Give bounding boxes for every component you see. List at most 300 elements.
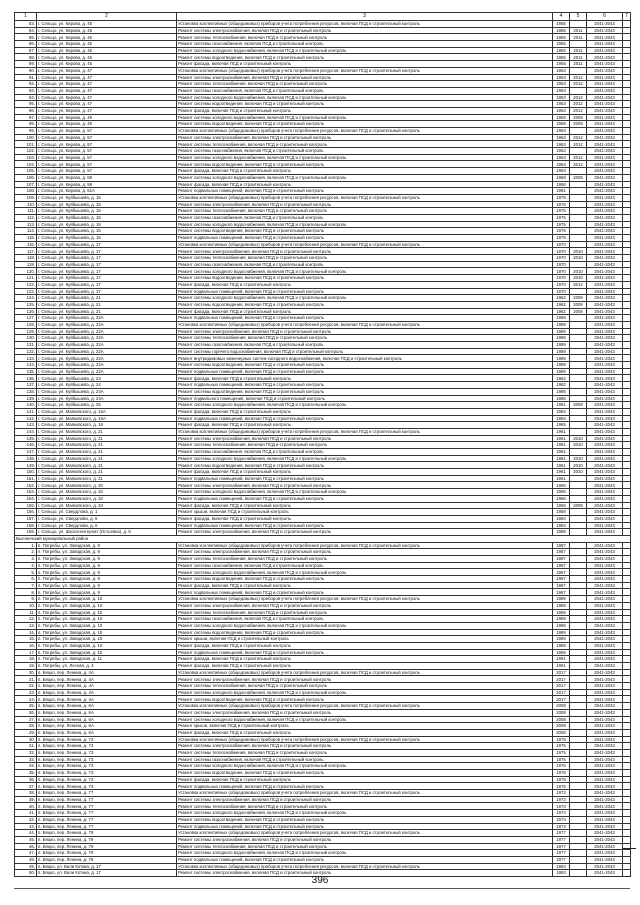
- cell-planned-period: 2041-2043: [587, 642, 623, 649]
- cell-note: [623, 148, 631, 155]
- table-row: [15, 382, 631, 389]
- cell-planned-period: 2041-2043: [587, 41, 623, 48]
- cell-row-number: 143.: [15, 422, 37, 429]
- cell-year-built: 1963: [553, 161, 570, 168]
- cell-work-type: Установка коллективных (общедомовых) приборов учета потребления ресурсов, включая ПСД и строительный контроль: [177, 669, 553, 676]
- cell-planned-period: 2041-2043: [587, 134, 623, 141]
- cell-row-number: 93.: [15, 87, 37, 94]
- cell-note: [623, 388, 631, 395]
- cell-year-built: 1975: [553, 208, 570, 215]
- cell-last-repair-year: [570, 342, 587, 349]
- table-row: [15, 235, 631, 242]
- cell-row-number: 39.: [15, 796, 37, 803]
- cell-planned-period: 2041-2043: [587, 435, 623, 442]
- cell-address: г. Сельцо, ул. Куйбышева, д. 24А: [37, 388, 177, 395]
- cell-address: г. Сельцо, ул. Маяковского, д. 21: [37, 475, 177, 482]
- cell-note: [623, 736, 631, 743]
- cell-address: г. Сельцо, ул. Кирова, д. 47: [37, 67, 177, 74]
- cell-last-repair-year: [570, 201, 587, 208]
- cell-year-built: 2017: [553, 669, 570, 676]
- cell-planned-period: 2041-2043: [587, 770, 623, 777]
- cell-work-type: Ремонт фасада, включая ПСД и строительный контроль: [177, 776, 553, 783]
- cell-work-type: Ремонт системы теплоснабжения, включая ПСД и строительный контроль: [177, 442, 553, 449]
- cell-address: г. Сельцо, ул. Куйбышева, д. 17: [37, 261, 177, 268]
- cell-last-repair-year: 2008: [570, 402, 587, 409]
- cell-address: п. Погребы, ул. Заводская, д. 10: [37, 629, 177, 636]
- table-row: [15, 114, 631, 121]
- page-number: 396: [311, 875, 329, 886]
- cell-row-number: 3.: [15, 556, 37, 563]
- cell-note: [623, 87, 631, 94]
- cell-year-built: 1987: [553, 542, 570, 549]
- cell-row-number: 11.: [15, 609, 37, 616]
- cell-work-type: Ремонт фасада, включая ПСД и строительный контроль: [177, 422, 553, 429]
- table-row: [15, 816, 631, 823]
- table-row: [15, 723, 631, 730]
- cell-row-number: 146.: [15, 442, 37, 449]
- cell-work-type: Ремонт подвального помещения, включая ПСД и строительный контроль: [177, 395, 553, 402]
- table-row: [15, 683, 631, 690]
- cell-address: г. Сельцо, ул. Куйбышева, д. 15: [37, 228, 177, 235]
- cell-planned-period: 2041-2043: [587, 729, 623, 736]
- cell-year-built: 1989: [553, 649, 570, 656]
- cell-work-type: Ремонт системы холодного водоснабжения, включая ПСД и строительный контроль: [177, 716, 553, 723]
- cell-year-built: 1955: [553, 34, 570, 41]
- cell-note: [623, 107, 631, 114]
- cell-last-repair-year: [570, 41, 587, 48]
- cell-address: п. Погребы, ул. Заводская, д. 11: [37, 656, 177, 663]
- cell-last-repair-year: [570, 582, 587, 589]
- cell-year-built: 1987: [553, 576, 570, 583]
- cell-work-type: Ремонт фасада, включая ПСД и строительный контроль: [177, 281, 553, 288]
- table-row: [15, 489, 631, 496]
- cell-row-number: 14.: [15, 629, 37, 636]
- cell-planned-period: 2041-2043: [587, 94, 623, 101]
- cell-row-number: 149.: [15, 462, 37, 469]
- cell-work-type: Ремонт фасада, включая ПСД и строительный контроль: [177, 408, 553, 415]
- cell-work-type: Ремонт системы теплоснабжения, включая ПСД и строительный контроль: [177, 255, 553, 262]
- cell-row-number: 19.: [15, 663, 37, 670]
- cell-note: [623, 241, 631, 248]
- cell-planned-period: 2041-2043: [587, 776, 623, 783]
- cell-note: [623, 288, 631, 295]
- cell-year-built: 1961: [553, 455, 570, 462]
- cell-last-repair-year: [570, 522, 587, 529]
- cell-last-repair-year: [570, 763, 587, 770]
- cell-address: г. Сельцо, ул. Кирова, д. 49: [37, 114, 177, 121]
- cell-work-type: Ремонт системы водоотведения, включая ПСД и строительный контроль: [177, 576, 553, 583]
- cell-address: г. Сельцо, ул. Свердлова, д. 6: [37, 515, 177, 522]
- cell-year-built: 1989: [553, 321, 570, 328]
- cell-planned-period: 2041-2043: [587, 214, 623, 221]
- cell-address: г. Сельцо, ул. Кирова, д. 45: [37, 47, 177, 54]
- cell-planned-period: 2041-2043: [587, 622, 623, 629]
- cell-planned-period: 2041-2043: [587, 509, 623, 516]
- table-row: [15, 228, 631, 235]
- cell-row-number: 102.: [15, 148, 37, 155]
- cell-work-type: Установка коллективных (общедомовых) приборов учета потребления ресурсов, включая ПСД и строительный контроль: [177, 321, 553, 328]
- cell-note: [623, 275, 631, 282]
- cell-row-number: 123.: [15, 288, 37, 295]
- cell-row-number: 148.: [15, 455, 37, 462]
- cell-last-repair-year: [570, 783, 587, 790]
- cell-note: [623, 495, 631, 502]
- table-row: [15, 128, 631, 135]
- cell-last-repair-year: [570, 736, 587, 743]
- cell-last-repair-year: [570, 656, 587, 663]
- cell-note: [623, 663, 631, 670]
- table-row: [15, 208, 631, 215]
- cell-address: г. Сельцо, ул. Куйбышева, д. 22А: [37, 342, 177, 349]
- cell-work-type: Ремонт системы электроснабжения, включая ПСД и строительный контроль: [177, 435, 553, 442]
- cell-note: [623, 194, 631, 201]
- cell-year-built: 1975: [553, 235, 570, 242]
- cell-work-type: Ремонт подвальных помещений, включая ПСД и строительный контроль: [177, 288, 553, 295]
- table-row: [15, 576, 631, 583]
- cell-last-repair-year: 2010: [570, 455, 587, 462]
- cell-last-repair-year: 2012: [570, 154, 587, 161]
- table-row: [15, 850, 631, 857]
- cell-last-repair-year: [570, 596, 587, 603]
- cell-planned-period: 2041-2043: [587, 228, 623, 235]
- cell-row-number: 35.: [15, 770, 37, 777]
- cell-address: г. Сельцо, ул. Кирова, д. 57: [37, 134, 177, 141]
- cell-row-number: 34.: [15, 763, 37, 770]
- cell-year-built: 1987: [553, 569, 570, 576]
- cell-address: п. Бяцко, пер. Ленина, д. 77: [37, 803, 177, 810]
- cell-year-built: 1961: [553, 475, 570, 482]
- cell-row-number: 18.: [15, 656, 37, 663]
- table-row: [15, 549, 631, 556]
- cell-address: г. Сельцо, ул. Кирова, д. 47: [37, 87, 177, 94]
- cell-year-built: 1963: [553, 128, 570, 135]
- cell-work-type: Ремонт системы электроснабжения, включая ПСД и строительный контроль: [177, 602, 553, 609]
- cell-note: [623, 281, 631, 288]
- cell-year-built: 1963: [553, 168, 570, 175]
- cell-last-repair-year: 2010: [570, 435, 587, 442]
- cell-year-built: 1958: [553, 121, 570, 128]
- table-row: [15, 221, 631, 228]
- cell-year-built: 1975: [553, 770, 570, 777]
- cell-last-repair-year: 2012: [570, 281, 587, 288]
- cell-last-repair-year: [570, 475, 587, 482]
- cell-last-repair-year: [570, 696, 587, 703]
- cell-row-number: 15.: [15, 636, 37, 643]
- cell-note: [623, 723, 631, 730]
- cell-address: г. Сельцо, ул. Куйбышева, д. 21: [37, 308, 177, 315]
- cell-address: г. Сельцо, ул. Маяковского, д. 21: [37, 455, 177, 462]
- cell-year-built: 1953: [553, 107, 570, 114]
- cell-year-built: 1989: [553, 355, 570, 362]
- cell-planned-period: 2041-2043: [587, 696, 623, 703]
- table-row: [15, 796, 631, 803]
- cell-address: п. Бяцко, пер. Ленина, д. 79: [37, 836, 177, 843]
- cell-last-repair-year: [570, 181, 587, 188]
- cell-note: [623, 475, 631, 482]
- cell-planned-period: 2041-2043: [587, 462, 623, 469]
- table-row: [15, 475, 631, 482]
- table-row: [15, 214, 631, 221]
- cell-row-number: 144.: [15, 428, 37, 435]
- cell-work-type: Ремонт системы водоотведения, включая ПСД и строительный контроль: [177, 54, 553, 61]
- cell-year-built: 1961: [553, 428, 570, 435]
- cell-work-type: Ремонт фасада, включая ПСД и строительный контроль: [177, 375, 553, 382]
- table-row: [15, 743, 631, 750]
- cell-address: п. Бяцко, пер. Ленина, д. 77: [37, 810, 177, 817]
- cell-address: г. Сельцо, ул. Маяковского, д. 21: [37, 469, 177, 476]
- cell-address: г. Сельцо, ул. Кирова, д. 45: [37, 41, 177, 48]
- cell-row-number: 121.: [15, 275, 37, 282]
- cell-address: г. Сельцо, ул. Куйбышева, д. 22А: [37, 321, 177, 328]
- cell-row-number: 134.: [15, 362, 37, 369]
- cell-work-type: Ремонт системы теплоснабжения, включая ПСД и строительный контроль: [177, 556, 553, 563]
- table-row: [15, 663, 631, 670]
- cell-last-repair-year: [570, 188, 587, 195]
- cell-year-built: 1977: [553, 850, 570, 857]
- table-row: [15, 281, 631, 288]
- cell-year-built: 1989: [553, 616, 570, 623]
- cell-last-repair-year: [570, 756, 587, 763]
- cell-row-number: 23.: [15, 689, 37, 696]
- cell-year-built: 1989: [553, 636, 570, 643]
- table-row: [15, 482, 631, 489]
- cell-work-type: Ремонт подвальных помещений, включая ПСД и строительный контроль: [177, 783, 553, 790]
- cell-planned-period: 2041-2043: [587, 141, 623, 148]
- cell-row-number: 113.: [15, 221, 37, 228]
- cell-year-built: 1973: [553, 790, 570, 797]
- cell-planned-period: 2041-2043: [587, 870, 623, 877]
- cell-row-number: 31.: [15, 743, 37, 750]
- table-row: [15, 342, 631, 349]
- cell-planned-period: 2041-2043: [587, 335, 623, 342]
- cell-work-type: Установка коллективных (общедомовых) приборов учета потребления ресурсов, включая ПСД и строительный контроль: [177, 67, 553, 74]
- cell-address: п. Погребы, ул. Заводская, д. 9: [37, 562, 177, 569]
- cell-year-built: 2017: [553, 676, 570, 683]
- cell-note: [623, 21, 631, 28]
- cell-last-repair-year: 2008: [570, 502, 587, 509]
- bottom-rule: [14, 888, 630, 889]
- table-row: [15, 596, 631, 603]
- table-row: [15, 402, 631, 409]
- cell-last-repair-year: [570, 321, 587, 328]
- cell-note: [623, 114, 631, 121]
- cell-row-number: 108.: [15, 188, 37, 195]
- cell-address: г. Сельцо, ул. Кирова, д. 47: [37, 81, 177, 88]
- cell-row-number: 120.: [15, 268, 37, 275]
- table-row: [15, 542, 631, 549]
- cell-year-built: 2008: [553, 723, 570, 730]
- cell-work-type: Ремонт системы электроснабжения, включая ПСД и строительный контроль: [177, 482, 553, 489]
- cell-work-type: Ремонт системы холодного водоснабжения, включая ПСД и строительный контроль: [177, 763, 553, 770]
- table-row: [15, 749, 631, 756]
- cell-planned-period: 2041-2043: [587, 649, 623, 656]
- cell-note: [623, 435, 631, 442]
- cell-year-built: 1970: [553, 248, 570, 255]
- cell-row-number: 37.: [15, 783, 37, 790]
- cell-planned-period: 2041-2043: [587, 589, 623, 596]
- cell-address: п. Бяцко, пер. Ленина, д. 4А: [37, 696, 177, 703]
- cell-address: п. Бяцко, пер. Ленина, д. 73: [37, 763, 177, 770]
- table-row: [15, 141, 631, 148]
- cell-planned-period: 2041-2043: [587, 495, 623, 502]
- cell-work-type: Ремонт системы холодного водоснабжения, включая ПСД и строительный контроль: [177, 689, 553, 696]
- cell-year-built: 1962: [553, 295, 570, 302]
- cell-year-built: 1989: [553, 368, 570, 375]
- cell-last-repair-year: [570, 221, 587, 228]
- cell-address: г. Сельцо, ул. Школа-интернат (Остьевка), д. 8: [37, 529, 177, 536]
- cell-work-type: Ремонт подвальных помещений, включая ПСД и строительный контроль: [177, 315, 553, 322]
- cell-note: [623, 61, 631, 68]
- table-row: [15, 469, 631, 476]
- cell-note: [623, 81, 631, 88]
- cell-address: г. Сельцо, ул. Куйбышева, д. 24А: [37, 395, 177, 402]
- cell-last-repair-year: [570, 482, 587, 489]
- cell-planned-period: 2041-2043: [587, 248, 623, 255]
- table-row: [15, 810, 631, 817]
- cell-last-repair-year: 2012: [570, 107, 587, 114]
- cell-row-number: 32.: [15, 749, 37, 756]
- cell-planned-period: 2041-2043: [587, 683, 623, 690]
- table-row: [15, 315, 631, 322]
- cell-row-number: 126.: [15, 308, 37, 315]
- cell-last-repair-year: 2011: [570, 47, 587, 54]
- cell-note: [623, 676, 631, 683]
- cell-planned-period: 2041-2043: [587, 101, 623, 108]
- cell-year-built: 1973: [553, 823, 570, 830]
- table-row: [15, 556, 631, 563]
- cell-work-type: Ремонт системы водоотведения, включая ПСД и строительный контроль: [177, 228, 553, 235]
- cell-address: п. Бяцко, пер. Ленина, д. 77: [37, 796, 177, 803]
- cell-work-type: Ремонт подвальных помещений, включая ПСД и строительный контроль: [177, 649, 553, 656]
- cell-year-built: 1966: [553, 495, 570, 502]
- cell-planned-period: 2041-2043: [587, 482, 623, 489]
- cell-last-repair-year: [570, 148, 587, 155]
- cell-last-repair-year: [570, 375, 587, 382]
- cell-row-number: 38.: [15, 790, 37, 797]
- cell-work-type: Ремонт системы холодного водоснабжения, включая ПСД и строительный контроль: [177, 622, 553, 629]
- cell-planned-period: 2041-2043: [587, 796, 623, 803]
- cell-note: [623, 422, 631, 429]
- table-row: [15, 589, 631, 596]
- cell-work-type: Ремонт системы холодного водоснабжения, включая ПСД и строительный контроль: [177, 295, 553, 302]
- cell-planned-period: 2041-2043: [587, 148, 623, 155]
- cell-work-type: Ремонт системы холодного водоснабжения, включая ПСД и строительный контроль: [177, 810, 553, 817]
- cell-address: п. Бяцко, пер. Ленина, д. 4А: [37, 689, 177, 696]
- cell-work-type: Ремонт системы газоснабжения, включая ПСД и строительный контроль: [177, 616, 553, 623]
- table-row: [15, 148, 631, 155]
- cell-year-built: 1961: [553, 402, 570, 409]
- cell-work-type: Ремонт системы электроснабжения, включая ПСД и строительный контроль: [177, 248, 553, 255]
- cell-row-number: 136.: [15, 375, 37, 382]
- cell-address: г. Сельцо, ул. Маяковского, д. 32: [37, 489, 177, 496]
- cell-planned-period: 2041-2043: [587, 449, 623, 456]
- table-row: [15, 241, 631, 248]
- cell-row-number: 107.: [15, 181, 37, 188]
- cell-year-built: 1973: [553, 816, 570, 823]
- cell-address: г. Сельцо, ул. Кирова, д. 57: [37, 141, 177, 148]
- cell-year-built: 2008: [553, 709, 570, 716]
- cell-address: п. Погребы, ул. Заводская, д. 9: [37, 589, 177, 596]
- cell-year-built: 1989: [553, 642, 570, 649]
- table-row: [15, 161, 631, 168]
- table-row: [15, 168, 631, 175]
- cell-last-repair-year: [570, 689, 587, 696]
- cell-address: г. Сельцо, ул. Маяковского, д. 16А: [37, 415, 177, 422]
- cell-year-built: 1975: [553, 756, 570, 763]
- cell-row-number: 40.: [15, 803, 37, 810]
- cell-address: г. Сельцо, ул. Куйбышева, д. 15: [37, 201, 177, 208]
- cell-row-number: 117.: [15, 248, 37, 255]
- cell-work-type: Ремонт системы электроснабжения, включая ПСД и строительный контроль: [177, 328, 553, 335]
- cell-planned-period: 2041-2043: [587, 756, 623, 763]
- cell-last-repair-year: [570, 589, 587, 596]
- cell-work-type: Установка коллективных (общедомовых) приборов учета потребления ресурсов, включая ПСД и строительный контроль: [177, 830, 553, 837]
- cell-address: г. Сельцо, ул. Куйбышева, д. 17: [37, 268, 177, 275]
- cell-row-number: 89.: [15, 61, 37, 68]
- cell-work-type: Ремонт системы электроснабжения, включая ПСД и строительный контроль: [177, 743, 553, 750]
- cell-note: [623, 321, 631, 328]
- table-row: [15, 188, 631, 195]
- cell-address: г. Сельцо, ул. Свердлова, д. 6: [37, 522, 177, 529]
- cell-planned-period: 2041-2043: [587, 21, 623, 28]
- cell-planned-period: 2041-2043: [587, 703, 623, 710]
- cell-year-built: 1984: [553, 408, 570, 415]
- cell-address: п. Погребы, ул. Заводская, д. 10: [37, 642, 177, 649]
- cell-year-built: 1955: [553, 21, 570, 28]
- cell-note: [623, 489, 631, 496]
- cell-planned-period: 2041-2043: [587, 128, 623, 135]
- cell-row-number: 95.: [15, 101, 37, 108]
- cell-row-number: 85.: [15, 34, 37, 41]
- cell-note: [623, 756, 631, 763]
- cell-last-repair-year: [570, 803, 587, 810]
- table-row: [15, 830, 631, 837]
- cell-planned-period: 2041-2043: [587, 489, 623, 496]
- cell-address: г. Сельцо, ул. Кирова, д. 45: [37, 61, 177, 68]
- cell-work-type: Ремонт крыши, включая ПСД и строительный контроль: [177, 636, 553, 643]
- cell-work-type: Ремонт системы электроснабжения, включая ПСД и строительный контроль: [177, 74, 553, 81]
- cell-row-number: 41.: [15, 810, 37, 817]
- cell-last-repair-year: [570, 796, 587, 803]
- cell-row-number: 158.: [15, 522, 37, 529]
- cell-address: г. Сельцо, ул. Кирова, д. 45: [37, 27, 177, 34]
- table-row: [15, 770, 631, 777]
- cell-planned-period: 2041-2043: [587, 402, 623, 409]
- cell-planned-period: 2041-2043: [587, 709, 623, 716]
- cell-row-number: 22.: [15, 683, 37, 690]
- cell-year-built: 1984: [553, 515, 570, 522]
- cell-last-repair-year: [570, 669, 587, 676]
- cell-note: [623, 428, 631, 435]
- cell-address: г. Сельцо, ул. Куйбышева, д. 22А: [37, 315, 177, 322]
- cell-year-built: 1989: [553, 609, 570, 616]
- cell-year-built: 1958: [553, 174, 570, 181]
- table-row: [15, 529, 631, 536]
- cell-row-number: 100.: [15, 134, 37, 141]
- cell-note: [623, 214, 631, 221]
- cell-row-number: 101.: [15, 141, 37, 148]
- table-row: [15, 101, 631, 108]
- cell-address: г. Сельцо, ул. Кирова, д. 45: [37, 21, 177, 28]
- cell-work-type: Установка коллективных (общедомовых) приборов учета потребления ресурсов, включая ПСД и строительный контроль: [177, 596, 553, 603]
- cell-last-repair-year: [570, 649, 587, 656]
- cell-last-repair-year: [570, 368, 587, 375]
- cell-planned-period: 2041-2043: [587, 475, 623, 482]
- table-row: [15, 422, 631, 429]
- cell-work-type: Установка коллективных (общедомовых) приборов учета потребления ресурсов, включая ПСД и строительный контроль: [177, 128, 553, 135]
- cell-last-repair-year: [570, 449, 587, 456]
- cell-row-number: 131.: [15, 342, 37, 349]
